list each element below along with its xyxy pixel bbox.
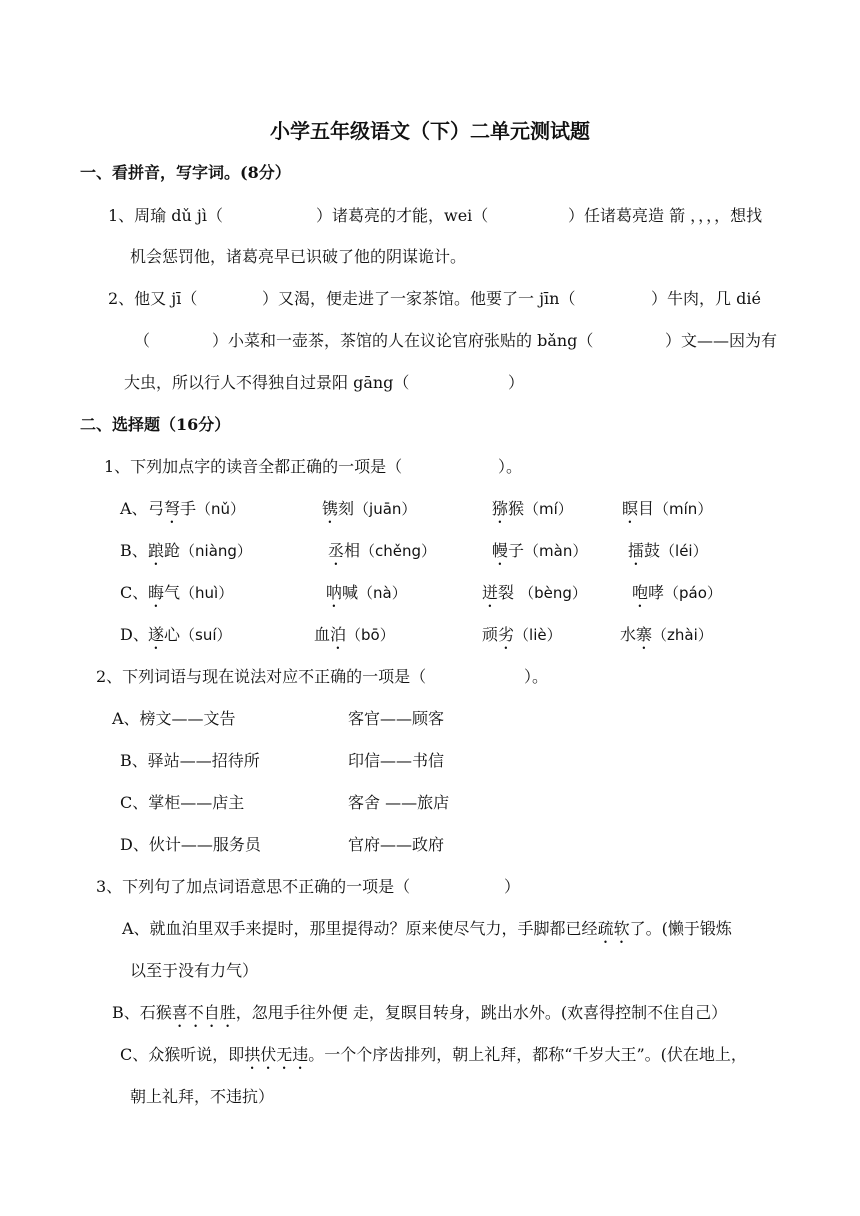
option-d-item-2: 血泊（bō） xyxy=(314,625,395,644)
q1-1-line1-c: ）任诸葛亮造 箭 ，，，，想找 xyxy=(568,206,763,225)
option-a-item-1: 弓弩手（nǔ） xyxy=(148,499,246,518)
option-b-item-4: 擂鼓（léi） xyxy=(628,541,708,560)
option-c-item-2: 呐喊（nà） xyxy=(326,583,407,602)
option-a-item-3: 猕猴（mí） xyxy=(492,499,573,518)
option-d-item-3: 顽劣（liè） xyxy=(482,625,562,644)
q2-1-stem: 1、下列加点字的读音全都正确的一项是（ xyxy=(104,457,403,476)
q1-2-line3-b: ） xyxy=(508,373,525,392)
q1-2-line2-c: ）文——因为有 xyxy=(665,331,778,350)
section-1-heading: 一、看拼音，写字词。(8分） xyxy=(80,163,291,182)
q2-2-stem-end: ）。 xyxy=(524,667,549,686)
option-label-a: A、 xyxy=(120,499,148,518)
option-c-item-4: 咆哮（páo） xyxy=(632,583,722,602)
q1-2-line2-b: ）小菜和一壶茶，茶馆的人在议论官府张贴的 bǎng（ xyxy=(212,331,594,350)
section-2-heading: 二、选择题（16分） xyxy=(80,415,231,434)
q2-1-stem-end: ）。 xyxy=(498,457,523,476)
q2-3-option-c-line2: 朝上礼拜，不违抗） xyxy=(130,1087,275,1106)
option-label-b: B、 xyxy=(120,541,148,560)
option-c-item-3: 迸裂 （bèng） xyxy=(482,583,587,602)
q2-2-stem: 2、下列词语与现在说法对应不正确的一项是（ xyxy=(96,667,427,686)
q2-2-row-d-left: D、伙计——服务员 xyxy=(120,835,261,854)
q1-1-line2: 机会惩罚他，诸葛亮早已识破了他的阴谋诡计。 xyxy=(130,247,467,266)
option-a-item-2: 镌刻（juān） xyxy=(322,499,417,518)
q1-1-line1-b: ）诸葛亮的才能，wei（ xyxy=(316,206,489,225)
option-d-item-1: 遂心（suí） xyxy=(148,625,232,644)
option-b-item-1: 踉跄（niàng） xyxy=(148,541,252,560)
q2-3-stem: 3、下列句了加点词语意思不正确的一项是（ xyxy=(96,877,411,896)
q2-2-row-b-left: B、驿站——招待所 xyxy=(120,751,260,770)
q2-2-row-d-right: 官府——政府 xyxy=(348,835,445,854)
option-c-item-1: 晦气（huì） xyxy=(148,583,234,602)
q1-2-line1-b: ）又渴，便走进了一家茶馆。他要了一 jīn（ xyxy=(262,289,576,308)
option-label-d: D、 xyxy=(120,625,149,644)
option-d-item-4: 水寨（zhài） xyxy=(620,625,713,644)
q1-2-line2-a: （ xyxy=(134,331,151,350)
q2-2-row-a-left: A、榜文——文告 xyxy=(112,709,236,728)
q2-3-option-c-line1: C、众猴听说，即拱伏无违。一个个序齿排列，朝上礼拜，都称“千岁大王”。(伏在地上， xyxy=(120,1045,747,1064)
q1-1-line1-a: 1、周瑜 dǔ jì（ xyxy=(108,206,223,225)
q1-2-line3-a: 大虫，所以行人不得独自过景阳 gāng（ xyxy=(124,373,410,392)
option-b-item-3: 幔子（màn） xyxy=(492,541,588,560)
q2-3-option-b: B、石猴喜不自胜，忽甩手往外便 走，复瞑目转身，跳出水外。(欢喜得控制不住自己） xyxy=(112,1003,728,1022)
q2-3-option-a-line1: A、就血泊里双手来提时，那里提得动？原来使尽气力，手脚都已经疏软了。(懒于锻炼 xyxy=(122,919,732,938)
page-title: 小学五年级语文（下）二单元测试题 xyxy=(270,119,590,143)
q2-3-option-a-line2: 以至于没有力气） xyxy=(130,961,259,980)
option-label-c: C、 xyxy=(120,583,149,602)
q1-2-line1-c: ）牛肉，几 dié xyxy=(651,289,761,308)
option-b-item-2: 丞相（chěng） xyxy=(328,541,437,560)
q2-2-row-a-right: 客官——顾客 xyxy=(348,709,445,728)
q2-2-row-c-left: C、掌柜——店主 xyxy=(120,793,245,812)
q2-3-stem-end: ） xyxy=(504,877,521,896)
q2-2-row-b-right: 印信——书信 xyxy=(348,751,445,770)
q2-2-row-c-right: 客舍 ——旅店 xyxy=(348,793,450,812)
q1-2-line1-a: 2、他又 jī（ xyxy=(108,289,198,308)
option-a-item-4: 瞑目（mín） xyxy=(622,499,713,518)
